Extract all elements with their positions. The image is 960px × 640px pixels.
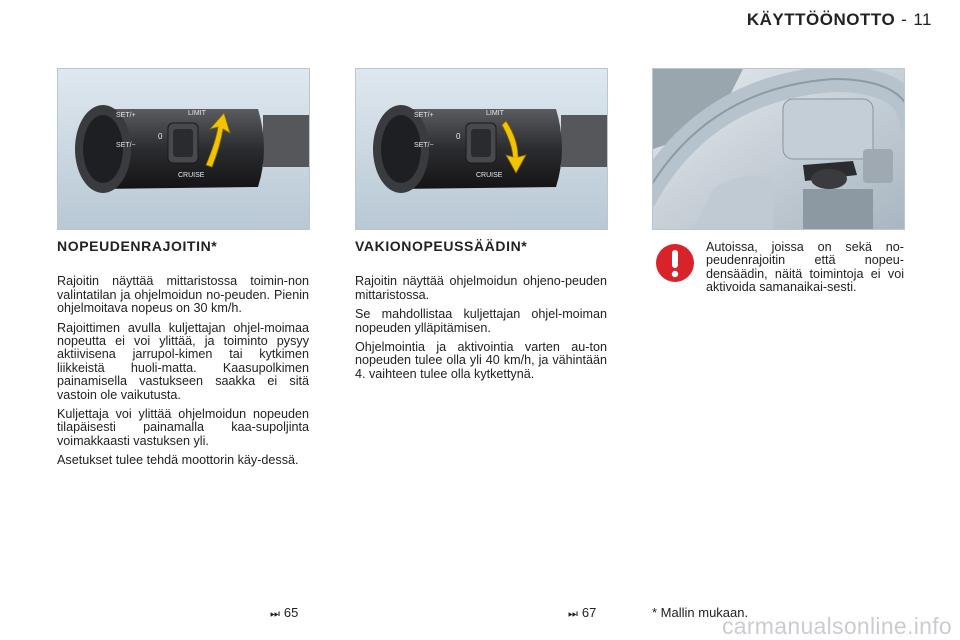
speed-limiter-paragraph: Kuljettaja voi ylittää ohjelmoidun nopeuden tilapäisesti painamalla kaa-supoljinta voimakkaasti vastuksen yli. [57,407,309,448]
stalk-label-cruise: CRUISE [178,172,205,179]
page-number: 11 [913,10,932,29]
speed-limiter-paragraph: Rajoittimen avulla kuljettajan ohjel-moimaa nopeutta ei voi ylittää, ja toiminto pysyy aktiivisena jarrupol-kimen tai kytkimen liikkeistä huoli-matta. Kaasupolkimen painamisella vastukseen saakka ei sitä vastoin ole vaikutusta. [57,320,309,402]
stalk-label-zero: 0 [456,132,461,141]
cruise-control-section [355,240,607,387]
page-reference-link[interactable] [270,605,298,621]
warning-icon [655,243,695,283]
page-reference-link[interactable] [568,605,596,621]
stalk-label-set-minus: SET/− [414,142,434,149]
watermark: carmanualsonline.info [721,613,952,639]
warning-text: Autoissa, joissa on sekä no-peudenrajoitin että nopeu-densäädin, näitä toimintoja ei voi aktivoida samanaikai-sesti. [706,240,904,295]
stalk-label-zero: 0 [158,132,163,141]
fast-forward-icon: ⏭ [270,608,280,620]
speed-limiter-paragraph: Rajoitin näyttää mittaristossa toimin-non valintatilan ja ohjelmoidun no-peuden. Pienin ohjelmoitava nopeus on 30 km/h. [57,274,309,316]
speed-limiter-section [57,240,309,474]
reference-page-number: 65 [283,605,299,620]
header-separator: - [901,10,908,29]
stalk-label-limit: LIMIT [486,110,504,117]
fast-forward-icon: ⏭ [568,608,578,620]
speed-limiter-paragraph: Asetukset tulee tehdä moottorin käy-dessä. [57,453,299,468]
stalk-label-set-plus: SET/+ [116,112,136,119]
speed-limiter-title: NOPEUDENRAJOITIN* [57,238,218,254]
cruise-control-stalk-image [355,68,608,230]
steering-wheel-image [652,68,905,230]
section-title: KÄYTTÖÖNOTTO [746,10,896,29]
stalk-label-set-plus: SET/+ [414,112,434,119]
cruise-control-paragraph: Rajoitin näyttää ohjelmoidun ohjeno-peuden mittaristossa. [355,274,607,302]
stalk-label-cruise: CRUISE [476,172,503,179]
cruise-control-title: VAKIONOPEUSSÄÄDIN* [355,238,528,254]
footnote: * Mallin mukaan. [652,605,749,620]
reference-page-number: 67 [581,605,597,620]
page-header [747,10,932,30]
speed-limiter-stalk-image [57,68,310,230]
stalk-label-limit: LIMIT [188,110,206,117]
stalk-label-set-minus: SET/− [116,142,136,149]
cruise-control-paragraph: Ohjelmointia ja aktivointia varten au-ton nopeuden tulee olla yli 40 km/h, ja vähintään 4. vaihteen tulee olla kytkettynä. [355,340,607,381]
cruise-control-paragraph: Se mahdollistaa kuljettajan ohjel-moiman nopeuden ylläpitämisen. [355,307,607,335]
